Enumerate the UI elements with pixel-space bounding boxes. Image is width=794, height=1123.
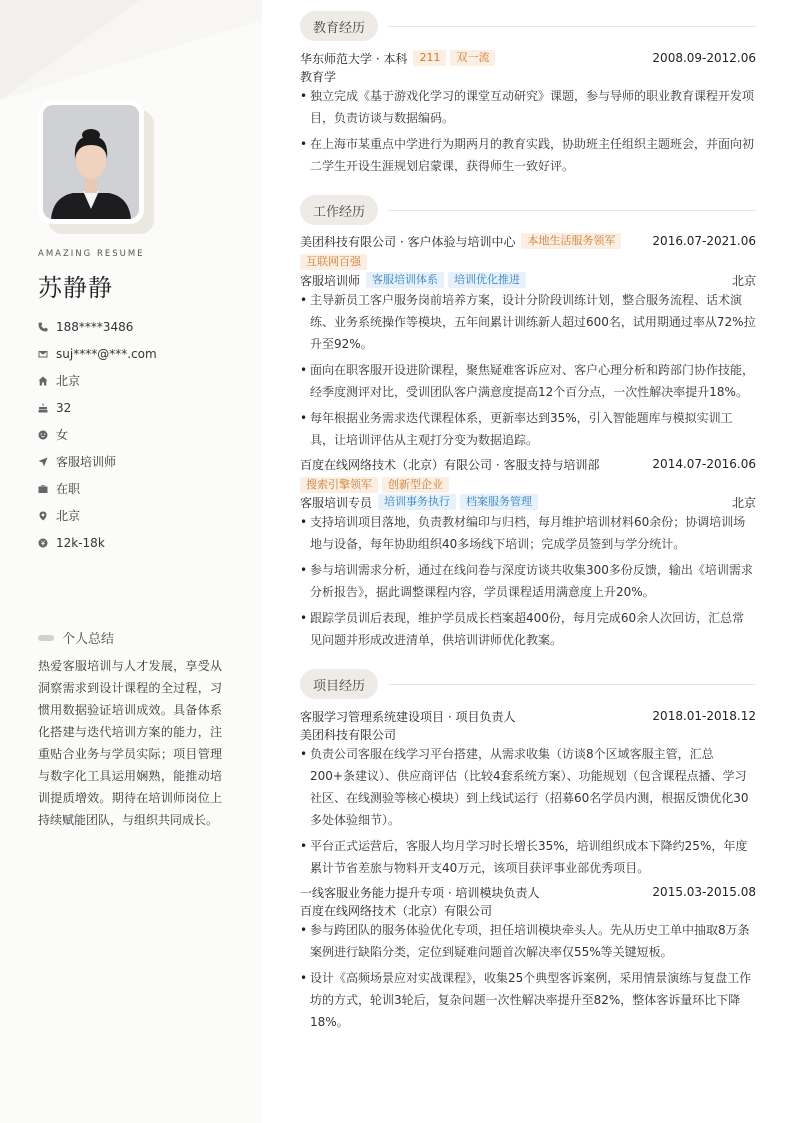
send-icon [38,457,56,467]
tag: 本地生活服务领军 [521,233,621,249]
job-company-row [300,232,756,250]
info-position: 客服培训师 [38,448,157,475]
profile-photo [43,105,139,219]
tag: 双一流 [450,50,495,66]
projects-section-header [300,669,756,699]
tag: 互联网百强 [300,254,367,270]
period: 2008.09-2012.06 [652,51,756,65]
decorative-background [0,0,262,110]
work-section-header [300,195,756,225]
info-gender: 女 [38,421,157,448]
school-name: 华东师范大学 · 本科 [300,51,408,66]
list-item: • 在上海市某重点中学进行为期两月的教育实践，协助班主任组织主题班会，并面向初二学生开设生涯规划启蒙课，获得师生一致好评。 [300,133,756,177]
info-age: 32 [38,394,157,421]
salary-icon [38,538,56,548]
job-role-row [300,493,756,511]
job-role-row [300,271,756,289]
company-name: 百度在线网络技术（北京）有限公司 · 客服支持与培训部 [300,457,600,472]
project-title-row [300,883,756,901]
sidebar [0,0,262,1123]
period: 2016.07-2021.06 [652,234,756,248]
tag: 培训事务执行 [378,494,456,510]
project-org: 百度在线网络技术（北京）有限公司 [300,903,493,918]
list-item: • 独立完成《基于游戏化学习的课堂互动研究》课题，参与导师的职业教育课程开发项目，负责访谈与数据编码。 [300,85,756,129]
summary-text: 热爱客服培训与人才发展，享受从洞察需求到设计课程的全过程，习惯用数据验证培训成效。具备体系化搭建与迭代培训方案的能力，注重贴合业务与学员实际；项目管理与数字化工具运用娴熟，能推动培训提质增效。期待在培训师岗位上持续赋能团队，与组织共同成长。 [38,659,222,827]
info-phone: 188****3486 [38,313,157,340]
tagline: AMAZING RESUME [38,249,145,259]
job-company-tags-row [300,253,756,271]
list-item: • 参与培训需求分析，通过在线问卷与深度访谈共收集300多份反馈，输出《培训需求分析报告》，据此调整课程内容，学员课程适用满意度上升20%。 [300,559,756,603]
job-company-tags-row [300,476,756,494]
list-item: • 主导新员工客户服务岗前培养方案，设计分阶段训练计划，整合服务流程、话术演练、业务系统操作等模块，五年间累计训练新人超过600名，试用期通过率从72%拉升至92%。 [300,289,756,355]
info-target-city: 北京 [38,502,157,529]
list-item: • 参与跨团队的服务体验优化专项，担任培训模块牵头人。先从历史工单中抽取8万条案例进行缺陷分类，定位到疑难问题首次解决率仅55%等关键短板。 [300,919,756,963]
list-item: • 支持培训项目落地，负责教材编印与归档，每月维护培训材料60余份；协调培训场地与设备，每年协助组织40多场线下培训；完成学员签到与学分统计。 [300,511,756,555]
education-bullets [300,85,756,181]
section-title: 项目经历 [300,669,378,699]
home-icon [38,376,56,386]
job-bullets [300,289,756,455]
period: 2018.01-2018.12 [652,709,756,723]
period: 2015.03-2015.08 [652,885,756,899]
list-item: • 平台正式运营后，客服人均月学习时长增长35%，培训组织成本下降约25%，年度累计节省差旅与物料开支40万元，该项目获评事业部优秀项目。 [300,835,756,879]
tag: 211 [413,50,446,66]
project-bullets [300,919,756,1037]
city: 北京 [731,495,756,510]
education-school-row [300,49,756,67]
city: 北京 [731,273,756,288]
summary-heading: 个人总结 [38,628,114,647]
phone-icon [38,322,56,332]
list-item: • 设计《高频场景应对实战课程》，收集25个典型客诉案例，采用情景演练与复盘工作坊的方式，轮训3轮后，复杂问题一次性解决率提升至82%，整体客诉量环比下降18%。 [300,967,756,1033]
education-section-header [300,11,756,41]
section-title: 教育经历 [300,11,378,41]
period: 2014.07-2016.06 [652,457,756,471]
contact-info-list [38,313,157,556]
tag: 培训优化推进 [448,272,526,288]
tag: 档案服务管理 [460,494,538,510]
job-company-row [300,455,756,473]
company-name: 美团科技有限公司 · 客户体验与培训中心 [300,234,516,249]
project-org: 美团科技有限公司 [300,727,397,742]
education-major: 教育学 [300,69,337,84]
list-item: • 负责公司客服在线学习平台搭建，从需求收集（访谈8个区域客服主管，汇总200+条建议）、供应商评估（比较4套系统方案）、功能规划（包含课程点播、学习社区、在线测验等核心模块）到上线试运行（招募60名学员内测，根据反馈优化30多处体验细节）。 [300,743,756,831]
project-title-row [300,707,756,725]
role: 客服培训师 [300,273,361,288]
list-item: • 每年根据业务需求迭代课程体系，更新率达到35%，引入智能题库与模拟实训工具，让培训评估从主观打分变为数据追踪。 [300,407,756,451]
location-pin-icon [38,511,56,521]
job-bullets [300,511,756,655]
info-status: 在职 [38,475,157,502]
mail-icon [38,349,56,359]
section-title: 工作经历 [300,195,378,225]
tag: 搜索引擎领军 [300,477,378,493]
project-name: 客服学习管理系统建设项目 · 项目负责人 [300,709,516,724]
candidate-name: 苏静静 [38,274,113,302]
tag: 创新型企业 [382,477,449,493]
info-email: suj****@***.com [38,340,157,367]
project-name: 一线客服业务能力提升专项 · 培训模块负责人 [300,885,540,900]
tag: 客服培训体系 [366,272,444,288]
info-residence: 北京 [38,367,157,394]
list-item: • 面向在职客服开设进阶课程，聚焦疑难客诉应对、客户心理分析和跨部门协作技能，经季度测评对比，受训团队客户满意度提高12个百分点，一次性解决率提升18%。 [300,359,756,403]
info-salary: 12k-18k [38,529,157,556]
project-bullets [300,743,756,883]
briefcase-icon [38,484,56,494]
gender-icon [38,430,56,440]
avatar [38,100,150,228]
cake-icon [38,403,56,413]
role: 客服培训专员 [300,495,373,510]
list-item: • 跟踪学员训后表现，维护学员成长档案超400份，每月完成60余人次回访，汇总常见问题并形成改进清单，供培训讲师优化教案。 [300,607,756,651]
